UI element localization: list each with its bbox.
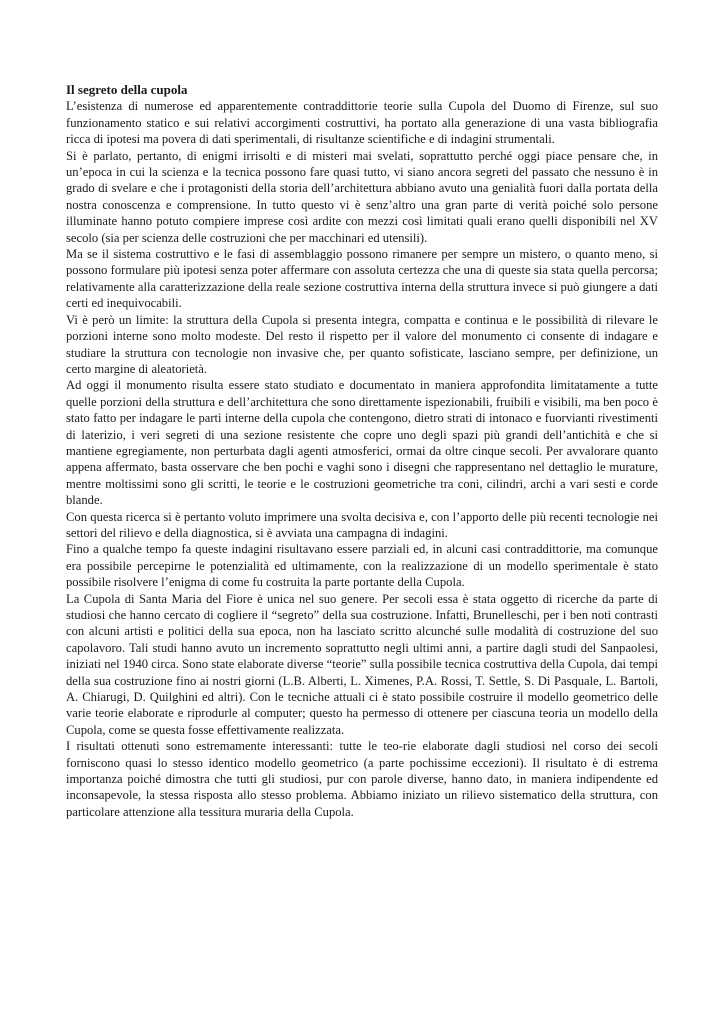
paragraph-5: Ad oggi il monumento risulta essere stato studiato e documentato in maniera approfondita limitatamente a tutte quelle porzioni della struttura e dell’architettura che sono direttamente ispezionabili, fruibili e visibili, ma ben poco è stato fatto per indagare le parti interne della cupola che contengono, dietro strati di intonaco e fuorvianti rivestimenti di laterizio, i veri segreti di una sezione resistente che copre uno degli spazi più grandi dell’antichità e che si mantiene egregiamente, non perturbata dagli agenti atmosferici, ormai da oltre cinque secoli. Per avvalorare quanto appena affermato, basta osservare che ben pochi e vaghi sono i disegni che rappresentano nel dettaglio le murature, mentre moltissimi sono gli scritti, le teorie e le costruzioni geometriche tra coni, cilindri, archi a vari sesti e corde blande. [66, 378, 658, 508]
paragraph-9: I risultati ottenuti sono estremamente interessanti: tutte le teo-rie elaborate dagli studiosi nel corso dei secoli forniscono quasi lo stesso identico modello geometrico (a parte pochissime eccezioni). Il risultato è di estrema importanza poiché dimostra che tutti gli studiosi, pur con parole diverse, hanno dato, in maniera indipendente ed inconsapevole, la stessa risposta allo stesso problema. Abbiamo iniziato un rilievo sistematico della struttura, con particolare attenzione alla tessitura muraria della Cupola. [66, 739, 658, 819]
paragraph-4: Vi è però un limite: la struttura della Cupola si presenta integra, compatta e continua e le possibilità di rilevare le porzioni interne sono molto modeste. Del resto il rispetto per il valore del monumento ci consente di indagare e studiare la struttura con tecnologie non invasive che, per quanto sofisticate, lasciano sempre, per definizione, un certo margine di aleatorietà. [66, 312, 658, 376]
paragraph-2: Si è parlato, pertanto, di enigmi irrisolti e di misteri mai svelati, soprattutto perché oggi piace pensare che, in un’epoca in cui la scienza e la tecnica possono fare quasi tutto, vi siano ancora segreti del passato che nessuno è in grado di svelare e che i protagonisti della storia dell’architettura abbiano avuto una genialità fuori dalla portata della nostra conoscenza e comprensione. In tutto questo vi è senz’altro una gran parte di verità poiché solo persone illuminate hanno potuto compiere imprese così ardite con mezzi così limitati quali erano quelli disponibili nel XV secolo (sia per scienza delle costruzioni che per macchinari ed utensili). [66, 148, 658, 245]
document-page [66, 82, 658, 820]
paragraph-8: La Cupola di Santa Maria del Fiore è unica nel suo genere. Per secoli essa è stata oggetto di ricerche da parte di studiosi che hanno cercato di cogliere il “segreto” della sua costruzione. Infatti, Brunelleschi, per i ben noti contrasti con alcuni artisti e politici della sua epoca, non ha lasciato scritto alcunché sulle modalità di costruzione del suo capolavoro. Tali studi hanno avuto un incremento soprattutto negli ultimi anni, a partire dagli studi del Sanpaolesi, iniziati nel 1940 circa. Sono state elaborate diverse “teorie” sulla possibile tecnica costruttiva della Cupola, dai tempi della sua costruzione fino ai nostri giorni (L.B. Alberti, L. Ximenes, P.A. Rossi, T. Settle, S. Di Pasquale, L. Bartoli, A. Chiarugi, D. Quilghini ed altri). Con le tecniche attuali ci è stato possibile costruire il modello geometrico delle varie teorie elaborate e riprodurle al computer; questo ha permesso di ottenere per ciascuna teoria un modello della Cupola, come se questa fosse effettivamente realizzata. [66, 591, 658, 737]
paragraph-7: Fino a qualche tempo fa queste indagini risultavano essere parziali ed, in alcuni casi contraddittorie, ma comunque era possibile percepirne le potenzialità ed ultimamente, con la realizzazione di un modello sperimentale è stato possibile risolvere l’enigma di come fu costruita la parte portante della Cupola. [66, 542, 658, 590]
paragraph-1: L’esistenza di numerose ed apparentemente contraddittorie teorie sulla Cupola del Duomo di Firenze, sul suo funzionamento statico e sui relativi accorgimenti costruttivi, ha portato alla generazione di una vasta bibliografia ricca di ipotesi ma povera di dati sperimentali, di risultanze scientifiche e di indagini strumentali. [66, 99, 658, 147]
document-title: Il segreto della cupola [66, 82, 188, 97]
paragraph-3: Ma se il sistema costruttivo e le fasi di assemblaggio possono rimanere per sempre un mistero, o quanto meno, si possono formulare più ipotesi senza poter affermare con assoluta certezza che una di queste sia stata quella percorsa; relativamente alla caratterizzazione della reale sezione costruttiva interna della struttura invece si può giungere a dati certi ed inequivocabili. [66, 247, 658, 311]
paragraph-6: Con questa ricerca si è pertanto voluto imprimere una svolta decisiva e, con l’apporto delle più recenti tecnologie nei settori del rilievo e della diagnostica, si è avviata una campagna di indagini. [66, 509, 658, 540]
